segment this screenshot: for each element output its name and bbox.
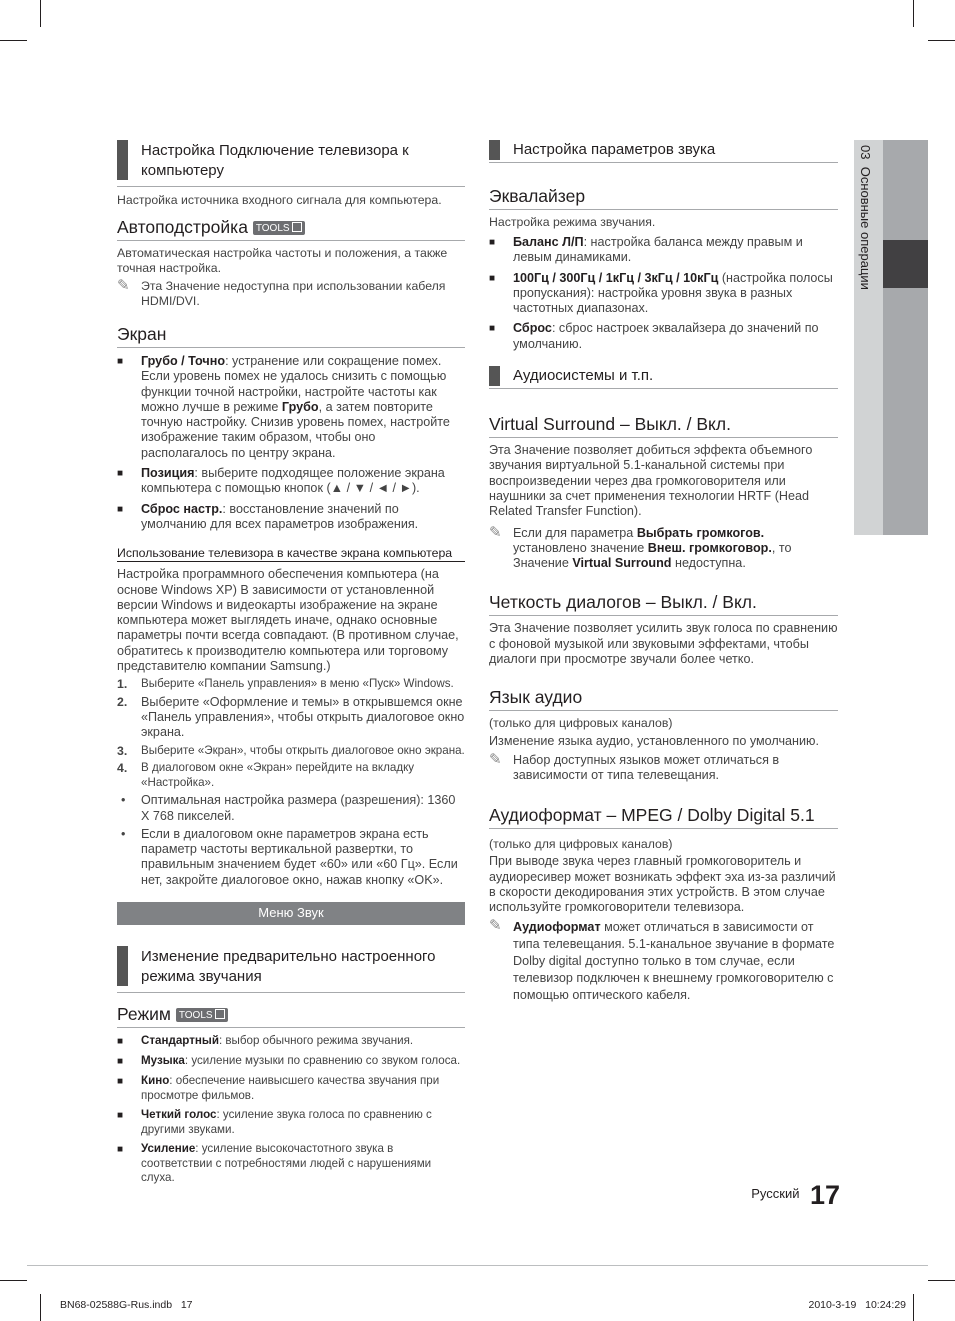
bullet-square-icon: ■ <box>489 237 496 248</box>
virtual-surround-desc: Эта Значение позволяет добиться эффекта объемного звучания виртуальной 5.1-канальной системы при воспроизведении через два громкоговорителя или наушники за счет применения технологии HRTF (Head Related Transfer Function). <box>489 443 813 519</box>
list-item: ■ Музыка: усиление музыки по сравнению со звуком голоса. <box>117 1054 461 1068</box>
equalizer-list <box>489 235 838 352</box>
list-item: 2. Выберите «Оформление и темы» в открывшемся окне «Панель управления», чтобы открыть диалоговое окно экрана. <box>117 694 465 740</box>
list-item: ■ Стандартный: выбор обычного режима звучания. <box>117 1034 414 1048</box>
crop-mark <box>0 1280 27 1281</box>
equalizer-desc: Настройка режима звучания. <box>489 215 656 229</box>
mode-title: Режим TOOLS <box>117 1003 465 1028</box>
page-number: 17 <box>809 1180 840 1210</box>
pc-use-desc: Настройка программного обеспечения компьютера (на основе Windows XP) В зависимости от установленной версии Windows и видеокарты изображение на экране компьютера может выглядеть иначе, однако основные параметры почти всегда совпадают. (В противном случае, обратитесь к производителю компьютера или торговому представителю компании Samsung.) <box>117 567 459 674</box>
list-item: ■ Четкий голос: усиление звука голоса по сравнению с другими звуками. <box>117 1108 432 1136</box>
audio-format-title: Аудиоформат – MPEG / Dolby Digital 5.1 <box>489 804 838 829</box>
audio-language-title: Язык аудио <box>489 686 838 711</box>
list-item: ■ 100Гц / 300Гц / 1кГц / 3кГц / 10кГц (настройка полосы пропускания): настройка уровня звука в разных частотных диапазонах. <box>489 270 833 316</box>
pencil-icon: ✎ <box>117 277 130 294</box>
crop-mark <box>928 40 955 41</box>
footer-divider <box>27 1265 928 1266</box>
right-column <box>489 140 838 1008</box>
dialog-clarity-desc: Эта Значение позволяет усилить звук голоса по сравнению с фоновой музыкой или звуковыми эффектами, чтобы диалоги при просмотре звучали более четко. <box>489 621 838 667</box>
note: ✎ Набор доступных языков может отличаться в зависимости от типа телевещания. <box>489 750 780 782</box>
bullet-square-icon: ■ <box>117 503 124 515</box>
list-item: ■ Позиция: выберите подходящее положение экрана компьютера с помощью кнопок (▲ / ▼ / ◄ / ►). <box>117 466 445 496</box>
print-datetime: 2010-3-19 10:24:29 <box>808 1299 906 1311</box>
sound-menu-banner: Меню Звук <box>117 902 465 925</box>
auto-adjust-desc: Автоматическая настройка частоты и положения, а также точная настройка. <box>117 246 448 275</box>
section-header-pc-connect: Настройка Подключение телевизора к компьютеру <box>117 140 465 187</box>
audio-language-sub: (только для цифровых каналов) <box>489 716 673 731</box>
chapter-sidebar <box>854 140 928 535</box>
crop-mark <box>40 0 41 27</box>
bullet-square-icon: ■ <box>117 468 124 480</box>
crop-mark <box>913 1294 914 1321</box>
pencil-icon: ✎ <box>489 523 502 541</box>
note: ✎ Эта Значение недоступна при использовании кабеля HDMI/DVI. <box>117 277 446 308</box>
list-item: ■ Баланс Л/П: настройка баланса между правым и левым динамиками. <box>489 235 803 265</box>
sidebar-marker <box>883 240 928 288</box>
equalizer-title: Эквалайзер <box>489 185 838 210</box>
list-item: ■ Кино: обеспечение наивысшего качества звучания при просмотре фильмов. <box>117 1074 440 1102</box>
audio-language-desc: Изменение языка аудио, установленного по умолчанию. <box>489 734 819 749</box>
list-item: ■ Усиление: усиление высокочастотного звука в соответствии с потребностями людей с нарушениями слуха. <box>117 1142 432 1185</box>
language-label: Русский <box>751 1186 800 1201</box>
crop-mark <box>928 1280 955 1281</box>
page-number-block <box>740 1180 840 1214</box>
bullet-square-icon: ■ <box>489 272 496 284</box>
pc-use-title: Использование телевизора в качестве экрана компьютера <box>117 546 465 562</box>
bullet-square-icon: ■ <box>117 1076 124 1088</box>
crop-mark <box>40 1294 41 1321</box>
list-item: ■ Сброс: сброс настроек эквалайзера до значений по умолчанию. <box>489 321 819 351</box>
chapter-label: 03 Основные операции <box>858 145 873 290</box>
section-header-sound-settings: Настройка параметров звука <box>489 140 838 163</box>
list-item: 1. Выберите «Панель управления» в меню «Пуск» Windows. <box>117 677 454 692</box>
mode-list <box>117 1034 465 1186</box>
pencil-icon: ✎ <box>489 750 502 768</box>
tools-icon: TOOLS <box>176 1008 228 1022</box>
audio-format-desc: При выводе звука через главный громкоговоритель и аудиоресивер может возникать эффект эха из-за различий в скорости декодирования этих устройств. В этом случае используйте громкоговорители телевизора. <box>489 854 836 915</box>
bullet-square-icon: ■ <box>117 1056 124 1068</box>
list-item: ■ Сброс настр.: восстановление значений по умолчанию для всех параметров изображения. <box>117 501 419 531</box>
screen-list <box>117 354 465 532</box>
bullet-square-icon: ■ <box>117 356 124 367</box>
tools-icon: TOOLS <box>253 221 305 235</box>
section-header-audio-systems: Аудиосистемы и т.п. <box>489 366 838 389</box>
screen-title: Экран <box>117 323 465 348</box>
auto-adjust-title: Автоподстройка TOOLS <box>117 216 465 241</box>
note: ✎ Если для параметра Выбрать громкогов. установлено значение Внеш. громкоговор., то Значение Virtual Surround недоступна. <box>489 523 792 571</box>
section-header-sound-mode: Изменение предварительно настроенного режима звучания <box>117 946 465 993</box>
list-item: • Если в диалоговом окне параметров экрана есть параметр частоты вертикальной развертки, то правильным значением будет «60» или «60 Гц». Если нет, закройте диалоговое окно, нажав кнопку «OK». <box>121 826 458 887</box>
bullet-square-icon: ■ <box>117 1144 124 1156</box>
crop-mark <box>913 0 914 27</box>
bullet-square-icon: ■ <box>117 1036 124 1048</box>
list-item: • Оптимальная настройка размера (разрешения): 1360 X 768 пикселей. <box>121 793 456 823</box>
bullet-square-icon: ■ <box>117 1110 124 1122</box>
list-item: 3. Выберите «Экран», чтобы открыть диалоговое окно экрана. <box>117 743 465 758</box>
audio-format-sub: (только для цифровых каналов) <box>489 837 673 852</box>
pencil-icon: ✎ <box>489 917 502 935</box>
left-column <box>117 140 465 1191</box>
note: ✎ Аудиоформат может отличаться в зависимости от типа телевещания. 5.1-канальное звучание в формате Dolby digital доступно только в том случае, если телевизор подключен к внешнему громкоговорителю с помощью оптического кабеля. <box>489 917 835 1003</box>
crop-mark <box>0 40 27 41</box>
virtual-surround-title: Virtual Surround – Выкл. / Вкл. <box>489 413 838 438</box>
bullet-square-icon: ■ <box>489 323 496 335</box>
file-info: BN68-02588G-Rus.indb 17 <box>60 1299 193 1311</box>
steps-list <box>117 677 465 888</box>
section-description: Настройка источника входного сигнала для компьютера. <box>117 193 442 207</box>
list-item: 4. В диалоговом окне «Экран» перейдите на вкладку «Настройка». <box>117 761 415 789</box>
list-item: ■ Грубо / Точно: устранение или сокращение помех. Если уровень помех не удалось снизить с помощью функции точной настройки, настройте частоты как можно лучше в режиме Грубо, а затем повторите точную настройку. Снизив уровень помех, настройте изображение таким образом, чтобы оно располагалось по центру экрана. <box>117 354 450 460</box>
sidebar-band <box>883 140 928 535</box>
dialog-clarity-title: Четкость диалогов – Выкл. / Вкл. <box>489 591 838 616</box>
